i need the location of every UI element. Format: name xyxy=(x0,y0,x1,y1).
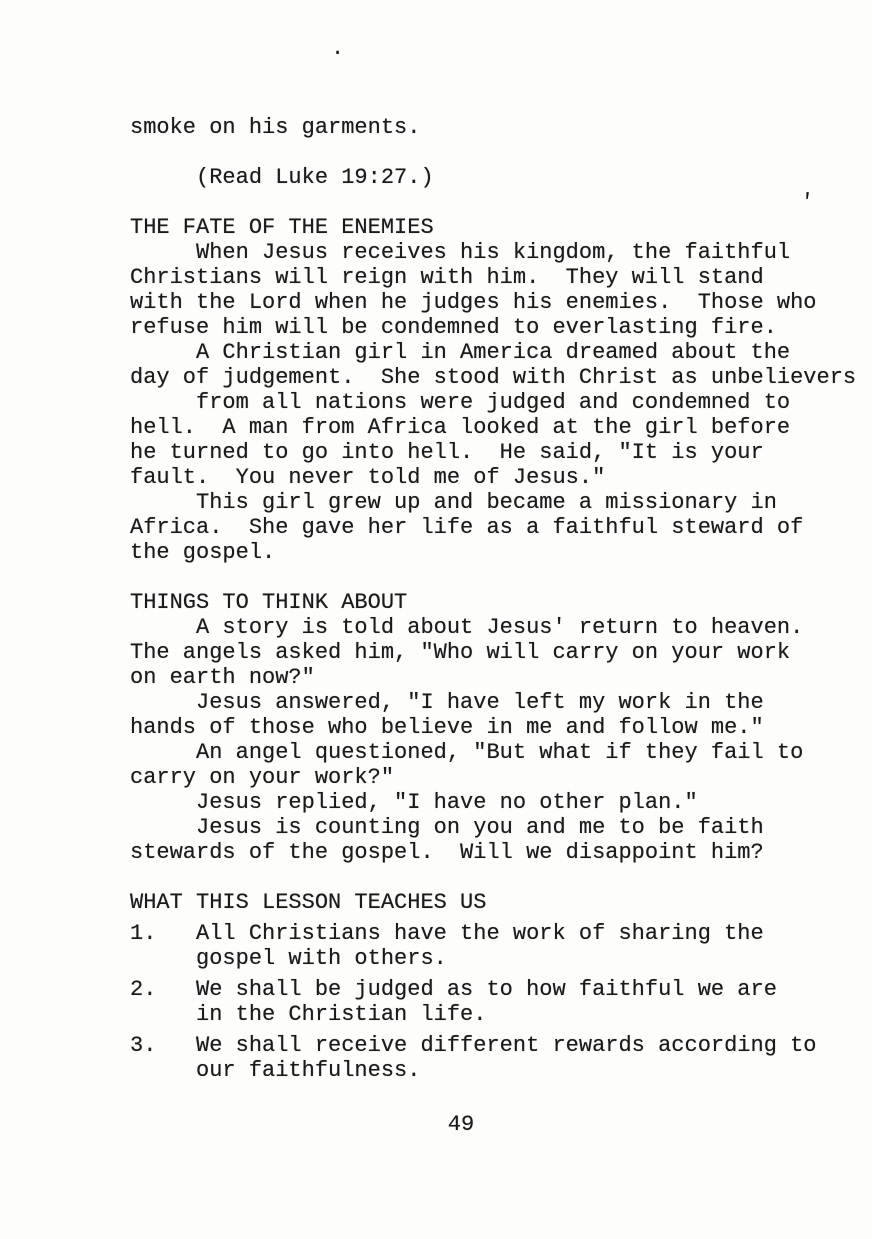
text-line: Jesus replied, "I have no other plan." xyxy=(130,790,698,815)
numbered-list-item xyxy=(130,977,792,1027)
scan-speck-mark: . xyxy=(331,36,345,61)
text-line: with the Lord when he judges his enemies. Those who xyxy=(130,290,817,315)
lesson-sections xyxy=(130,215,857,1083)
text-line: An angel questioned, "But what if they fail to xyxy=(130,740,804,765)
text-line: from all nations were judged and condemned to xyxy=(130,390,791,415)
list-item-line: our faithfulness. xyxy=(130,1058,421,1083)
text-line: hell. A man from Africa looked at the girl before xyxy=(130,415,791,440)
text-line: carry on your work?" xyxy=(130,765,395,790)
text-line: Africa. She gave her life as a faithful steward of xyxy=(130,515,804,540)
text-line: the gospel. xyxy=(130,540,276,565)
text-line: on earth now?" xyxy=(130,665,315,690)
list-item-line: 2. We shall be judged as to how faithful we are xyxy=(130,977,777,1002)
text-line: The angels asked him, "Who will carry on your work xyxy=(130,640,791,665)
text-line: Jesus is counting on you and me to be faith xyxy=(130,815,764,840)
text-line: stewards of the gospel. Will we disappoint him? xyxy=(130,840,764,865)
scripture-reference: (Read Luke 19:27.) xyxy=(130,165,434,190)
paragraph-fragment: smoke on his garments. xyxy=(130,115,421,140)
list-item-line: gospel with others. xyxy=(130,946,447,971)
blank-line xyxy=(130,1083,792,1112)
text-line: Christians will reign with him. They will stand xyxy=(130,265,764,290)
text-line: A Christian girl in America dreamed about the xyxy=(130,340,791,365)
stray-apostrophe-mark: ' xyxy=(798,189,815,216)
section-heading: THINGS TO THINK ABOUT xyxy=(130,590,408,615)
blank-line xyxy=(130,865,792,890)
section-heading: WHAT THIS LESSON TEACHES US xyxy=(130,890,487,915)
page-number: 49 xyxy=(447,1112,475,1137)
section-heading: THE FATE OF THE ENEMIES xyxy=(130,215,434,240)
blank-line xyxy=(130,140,792,165)
blank-line xyxy=(130,565,792,590)
text-line: When Jesus receives his kingdom, the faithful xyxy=(130,240,791,265)
text-line: hands of those who believe in me and follow me." xyxy=(130,715,764,740)
text-line: A story is told about Jesus' return to heaven. xyxy=(130,615,804,640)
numbered-list-item xyxy=(130,1033,817,1083)
list-item-line: in the Christian life. xyxy=(130,1002,487,1027)
text-line: fault. You never told me of Jesus." xyxy=(130,465,606,490)
list-item-line: 3. We shall receive different rewards according to xyxy=(130,1033,817,1058)
text-line: he turned to go into hell. He said, "It is your xyxy=(130,440,764,465)
typewritten-text xyxy=(130,115,857,1137)
numbered-list-item xyxy=(130,921,792,971)
text-line: refuse him will be condemned to everlasting fire. xyxy=(130,315,777,340)
text-line: day of judgement. She stood with Christ as unbelievers xyxy=(130,365,857,390)
list-item-line: 1. All Christians have the work of sharing the xyxy=(130,921,764,946)
blank-line xyxy=(130,190,792,215)
text-line: Jesus answered, "I have left my work in the xyxy=(130,690,764,715)
text-line: This girl grew up and became a missionary in xyxy=(130,490,777,515)
